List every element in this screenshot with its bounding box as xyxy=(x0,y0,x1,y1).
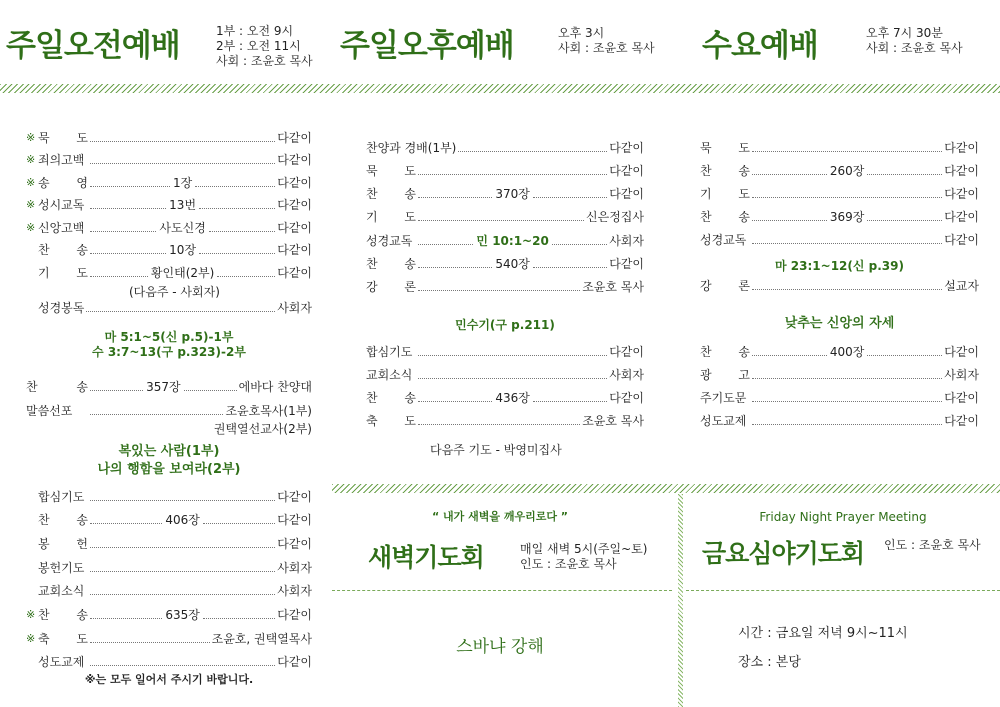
item-leader: 다같이 xyxy=(277,265,312,280)
item-name xyxy=(366,255,416,272)
item-name-part: 찬 xyxy=(700,163,712,178)
dawn-quote: “ 내가 새벽을 깨우리로다 ” xyxy=(431,510,569,523)
leader-dots xyxy=(90,268,148,277)
friday-place: 장소 : 본당 xyxy=(738,655,801,670)
order-row xyxy=(26,582,312,600)
panel-separator xyxy=(678,494,683,707)
item-name-part: 론 xyxy=(404,280,416,295)
leader-dots xyxy=(90,634,210,643)
standing-mark: ※ xyxy=(26,608,36,621)
order-row xyxy=(366,208,644,226)
order-row xyxy=(26,487,312,505)
item-name xyxy=(38,653,88,670)
item-detail: 635장 xyxy=(165,608,200,622)
item-leader: 다같이 xyxy=(277,175,313,190)
order-row xyxy=(700,276,979,294)
item-name-part: 도 xyxy=(76,130,88,145)
item-detail: 황인태(2부) xyxy=(150,265,215,280)
item-name xyxy=(38,606,88,623)
wednesday-service-title: 수요예배 xyxy=(702,28,818,64)
item-leader: 다같이 xyxy=(609,140,644,155)
item-detail: 사도신경 xyxy=(159,220,206,235)
info-line: 매일 새벽 5시(주일~토) xyxy=(520,542,648,556)
order-row xyxy=(700,138,979,156)
item-name-part: 송 xyxy=(404,187,416,202)
friday-prayer-title: 금요심야기도회 xyxy=(702,539,865,568)
item-name xyxy=(38,196,88,213)
item-leader: 다같이 xyxy=(609,187,644,202)
item-name-part: 기 xyxy=(38,265,50,280)
leader-dots xyxy=(867,166,942,175)
order-row xyxy=(366,342,644,360)
order-row xyxy=(366,412,644,430)
leader-dots xyxy=(90,406,223,415)
item-name-part: 교회소식 xyxy=(366,367,413,382)
leader-dots xyxy=(209,223,275,232)
item-leader: 다같이 xyxy=(609,344,644,359)
item-name xyxy=(38,219,88,236)
item-name-part: 찬 xyxy=(38,513,50,528)
sermon-line: 나의 행함을 보여라(2부) xyxy=(97,462,241,477)
leader-dots xyxy=(418,416,580,425)
item-name xyxy=(700,231,750,248)
leader-dots xyxy=(418,259,492,268)
order-row xyxy=(26,629,312,647)
item-name-part: 송 xyxy=(738,344,750,359)
item-name-part: 송 xyxy=(404,391,416,406)
item-name-part: 송 xyxy=(76,513,88,528)
afternoon-sermon-title: 민수기(구 p.211) xyxy=(455,318,555,332)
order-row xyxy=(26,263,312,281)
morning-service-title: 주일오전예배 xyxy=(6,28,180,64)
item-leader: 사회자 xyxy=(277,300,312,315)
item-name-part: 찬양과 경배(1부) xyxy=(366,140,457,155)
info-line: 2부 : 오전 11시 xyxy=(216,39,301,53)
order-row xyxy=(366,255,644,273)
order-row xyxy=(366,161,644,179)
order-row xyxy=(366,138,644,156)
sermon-line: 복있는 사람(1부) xyxy=(118,444,220,459)
order-row xyxy=(366,389,644,407)
leader-dots xyxy=(752,235,942,244)
item-detail: 10장 xyxy=(169,243,197,257)
order-row xyxy=(26,558,312,576)
leader-dots xyxy=(90,178,170,187)
leader-dots xyxy=(418,166,607,175)
item-name-part: 송 xyxy=(738,163,750,178)
item-name-part: 송 xyxy=(738,210,750,225)
leader-dots xyxy=(867,212,942,221)
item-name-part: 축 xyxy=(366,414,378,429)
dawn-divider xyxy=(332,590,672,591)
item-name-part: 도 xyxy=(404,414,416,429)
item-leader: 에바다 찬양대 xyxy=(238,379,312,394)
item-leader: 다같이 xyxy=(277,536,312,551)
item-leader: 조윤호 목사 xyxy=(582,414,644,429)
item-name-part: 신앙고백 xyxy=(38,220,85,235)
friday-time: 시간 : 금요일 저녁 9시~11시 xyxy=(738,626,908,641)
wednesday-sermon-title: 낮추는 신앙의 자세 xyxy=(784,316,895,331)
friday-subtitle: Friday Night Prayer Meeting xyxy=(759,510,927,524)
item-name-part: 송 xyxy=(76,608,88,622)
info-line: 오후 7시 30분 xyxy=(866,26,943,40)
leader-dots xyxy=(90,133,275,142)
item-name xyxy=(366,343,416,360)
morning-scripture xyxy=(26,330,312,360)
item-leader: 다같이 xyxy=(277,198,312,212)
item-leader: 다같이 xyxy=(944,186,979,201)
item-name-part: 찬 xyxy=(38,608,50,622)
leader-dots xyxy=(752,212,827,221)
leader-dots xyxy=(199,200,275,209)
item-name-part: 합심기도 xyxy=(366,344,413,359)
item-name-part: 론 xyxy=(738,278,750,293)
item-name-part: 영 xyxy=(76,175,88,190)
item-name xyxy=(38,174,88,191)
item-name xyxy=(38,488,88,505)
leader-dots xyxy=(86,303,275,312)
order-row xyxy=(26,128,312,146)
item-name-part: 성도교제 xyxy=(700,414,747,429)
dawn-message: 스바냐 강해 xyxy=(456,637,544,657)
dawn-prayer-title: 새벽기도회 xyxy=(368,543,484,572)
info-line: 인도 : 조윤호 목사 xyxy=(520,557,617,571)
item-name-part: 도 xyxy=(404,210,416,225)
item-leader: 다같이 xyxy=(277,130,312,145)
item-name-part: 도 xyxy=(76,265,88,280)
leader-dots xyxy=(752,189,942,198)
item-leader: 사회자 xyxy=(277,584,312,599)
standing-mark: ※ xyxy=(26,631,36,645)
item-name-part: 강 xyxy=(366,280,378,295)
item-name xyxy=(366,139,456,156)
order-row xyxy=(26,218,312,236)
item-leader: 다같이 xyxy=(944,210,979,225)
leader-dots xyxy=(90,563,275,572)
item-name xyxy=(366,232,416,249)
leader-dots xyxy=(418,282,580,291)
item-name-part: 기 xyxy=(700,186,712,201)
item-detail: 436장 xyxy=(495,391,530,406)
item-name-part: 강 xyxy=(700,278,712,293)
standing-mark: ※ xyxy=(26,198,36,211)
info-line: 사회 : 조윤호 목사 xyxy=(558,41,655,55)
preacher-second-service: 권택열선교사(2부) xyxy=(213,422,312,436)
order-row xyxy=(366,231,644,249)
bottom-divider xyxy=(332,484,1000,493)
item-name xyxy=(38,511,88,528)
item-name-part: 죄의고백 xyxy=(38,153,85,167)
afternoon-prayer-next: 다음주 기도 - 박영미집사 xyxy=(430,443,562,457)
item-leader: 다같이 xyxy=(277,153,312,167)
leader-dots xyxy=(199,245,275,254)
item-name-part: 봉헌기도 xyxy=(38,560,85,575)
item-detail: 370장 xyxy=(495,187,530,202)
order-row xyxy=(700,161,979,179)
item-name-part: 기 xyxy=(366,210,378,225)
leader-dots xyxy=(90,492,275,501)
leader-dots xyxy=(418,189,492,198)
item-name-part: 성경교독 xyxy=(700,233,747,248)
item-name xyxy=(38,535,88,552)
leader-dots xyxy=(90,657,275,666)
item-leader: 사회자 xyxy=(609,367,644,382)
item-name xyxy=(26,402,88,419)
item-name-part: 송 xyxy=(404,257,416,271)
standing-mark: ※ xyxy=(26,153,36,166)
item-name-part: 찬 xyxy=(366,187,378,202)
order-row xyxy=(700,389,979,407)
standing-mark: ※ xyxy=(26,175,36,189)
item-name-part: 묵 xyxy=(700,140,712,155)
order-row xyxy=(26,241,312,259)
order-row xyxy=(366,365,644,383)
item-leader: 다같이 xyxy=(609,163,644,178)
leader-dots xyxy=(203,610,275,619)
item-leader: 다같이 xyxy=(944,344,979,359)
item-name xyxy=(38,151,88,168)
order-row xyxy=(26,151,312,169)
standing-mark: ※ xyxy=(26,130,36,144)
leader-dots xyxy=(458,143,607,152)
order-row xyxy=(26,298,312,316)
item-detail: 1장 xyxy=(173,175,193,190)
item-name xyxy=(700,162,750,179)
order-row xyxy=(26,173,312,191)
item-name xyxy=(366,278,416,295)
leader-dots xyxy=(752,370,942,379)
item-name xyxy=(38,559,88,576)
order-row xyxy=(26,511,312,529)
item-leader: 설교자 xyxy=(944,278,979,293)
item-leader: 다같이 xyxy=(277,513,312,528)
item-detail: 13번 xyxy=(169,198,197,212)
item-leader: 다같이 xyxy=(277,608,312,622)
item-name xyxy=(700,366,750,383)
info-line: 오후 3시 xyxy=(558,26,605,40)
item-name xyxy=(38,241,88,258)
item-name-part: 도 xyxy=(76,631,88,646)
item-name-part: 주기도문 xyxy=(700,391,747,406)
item-name xyxy=(700,343,750,360)
leader-dots xyxy=(90,610,162,619)
leader-dots xyxy=(752,347,827,356)
order-row xyxy=(700,208,979,226)
morning-sermon-title xyxy=(26,443,312,479)
item-name xyxy=(700,139,750,156)
item-name-part: 축 xyxy=(38,631,50,646)
leader-dots xyxy=(90,223,156,232)
scripture-line: 수 3:7~13(구 p.323)-2부 xyxy=(92,345,246,359)
item-name-part: 찬 xyxy=(700,210,712,225)
item-name: 성경봉독 xyxy=(38,300,85,315)
item-name-part: 도 xyxy=(738,140,750,155)
item-name-part: 교회소식 xyxy=(38,584,85,599)
standing-note: ※는 모두 일어서 주시기 바랍니다. xyxy=(84,673,254,686)
item-name-part: 송 xyxy=(76,243,88,257)
order-row xyxy=(26,653,312,671)
item-name xyxy=(366,208,416,225)
leader-dots xyxy=(418,393,492,402)
item-name-part: 성도교제 xyxy=(38,655,85,670)
item-detail: 357장 xyxy=(146,379,181,394)
leader-dots xyxy=(184,382,237,391)
item-name xyxy=(38,264,88,281)
item-leader: 다같이 xyxy=(277,220,312,235)
item-name-part: 묵 xyxy=(366,163,378,178)
wednesday-scripture: 마 23:1~12(신 p.39) xyxy=(775,259,904,273)
leader-dots xyxy=(533,189,607,198)
item-name-part: 찬 xyxy=(38,243,50,257)
leader-dots xyxy=(195,178,275,187)
item-detail: 민 10:1~20 xyxy=(476,233,549,248)
order-row xyxy=(700,365,979,383)
item-leader: 다같이 xyxy=(944,163,979,178)
info-line: 사회 : 조윤호 목사 xyxy=(216,54,313,68)
item-detail: 369장 xyxy=(829,210,865,225)
item-leader: 다같이 xyxy=(609,391,644,406)
leader-dots xyxy=(752,393,942,402)
leader-dots xyxy=(90,200,166,209)
item-name-part: 광 xyxy=(700,367,712,382)
item-name xyxy=(366,366,416,383)
item-name xyxy=(38,630,88,647)
leader-dots xyxy=(752,166,827,175)
item-name-part: 송 xyxy=(38,175,50,190)
item-leader: 사회자 xyxy=(944,367,979,382)
item-name-part: 봉 xyxy=(38,536,50,551)
item-leader: 다같이 xyxy=(609,257,644,271)
item-name-part: 송 xyxy=(76,379,88,394)
item-leader: 다같이 xyxy=(944,233,979,248)
item-name-part: 헌 xyxy=(76,536,88,551)
item-name xyxy=(366,185,416,202)
info-line: 사회 : 조윤호 목사 xyxy=(866,41,963,55)
order-row xyxy=(366,278,644,296)
friday-divider xyxy=(686,590,1000,591)
item-detail: 540장 xyxy=(495,257,530,271)
item-name xyxy=(26,378,88,395)
item-leader: 사회자 xyxy=(609,233,644,248)
wednesday-service-info xyxy=(866,26,963,56)
item-name-part: 고 xyxy=(738,367,750,382)
item-leader: 다같이 xyxy=(277,489,312,504)
order-row xyxy=(700,231,979,249)
order-row xyxy=(26,534,312,552)
afternoon-service-title: 주일오후예배 xyxy=(340,28,514,64)
item-name-part: 찬 xyxy=(700,344,712,359)
item-name-part: 찬 xyxy=(366,257,378,271)
leader-dots xyxy=(90,155,275,164)
leader-dots xyxy=(418,236,473,245)
prayer-next-week: (다음주 - 사회자) xyxy=(129,285,220,299)
item-name-part: 말씀선포 xyxy=(26,403,73,418)
item-leader: 다같이 xyxy=(944,414,979,429)
item-leader: 조윤호 목사 xyxy=(582,280,644,295)
item-name xyxy=(700,277,750,294)
item-leader: 다같이 xyxy=(944,391,979,406)
leader-dots xyxy=(533,393,607,402)
leader-dots xyxy=(418,212,584,221)
standing-mark: ※ xyxy=(26,220,36,234)
leader-dots xyxy=(90,382,143,391)
item-leader: 조윤호목사(1부) xyxy=(225,403,312,418)
item-name-part: 찬 xyxy=(26,379,38,394)
leader-dots xyxy=(752,281,942,290)
leader-dots xyxy=(203,515,275,524)
order-row xyxy=(26,377,312,395)
item-name xyxy=(700,412,750,429)
item-leader: 다같이 xyxy=(944,140,979,155)
item-name-part: 찬 xyxy=(366,391,378,406)
order-row xyxy=(700,342,979,360)
morning-service-info xyxy=(216,24,313,69)
leader-dots xyxy=(418,347,607,356)
order-row xyxy=(26,196,312,214)
scripture-line: 마 5:1~5(신 p.5)-1부 xyxy=(104,330,234,344)
order-row xyxy=(26,606,312,624)
info-line: 1부 : 오전 9시 xyxy=(216,24,294,38)
item-name xyxy=(700,185,750,202)
item-leader: 신은정집사 xyxy=(586,210,644,225)
item-leader: 사회자 xyxy=(277,560,312,575)
item-name xyxy=(700,208,750,225)
leader-dots xyxy=(552,236,607,245)
leader-dots xyxy=(533,259,607,268)
item-leader: 다같이 xyxy=(277,243,312,257)
leader-dots xyxy=(867,347,942,356)
item-name-part: 묵 xyxy=(38,130,50,145)
order-row xyxy=(26,401,312,419)
leader-dots xyxy=(90,245,166,254)
item-name-part: 합심기도 xyxy=(38,489,85,504)
item-name xyxy=(38,582,88,599)
item-name xyxy=(366,412,416,429)
dawn-prayer-info xyxy=(520,542,647,572)
leader-dots xyxy=(90,539,275,548)
friday-leader: 인도 : 조윤호 목사 xyxy=(884,538,981,552)
item-name xyxy=(700,389,750,406)
leader-dots xyxy=(90,515,162,524)
item-leader: 다같이 xyxy=(277,655,312,670)
item-detail: 260장 xyxy=(829,163,865,178)
order-row xyxy=(700,184,979,202)
item-name-part: 성경교독 xyxy=(366,233,413,248)
leader-dots xyxy=(90,586,275,595)
leader-dots xyxy=(217,268,275,277)
order-row xyxy=(700,412,979,430)
leader-dots xyxy=(418,370,607,379)
header-divider xyxy=(0,84,1000,93)
item-name xyxy=(366,389,416,406)
afternoon-service-info xyxy=(558,26,655,56)
item-detail: 400장 xyxy=(829,344,865,359)
order-row xyxy=(366,185,644,203)
item-leader: 조윤호, 권택열목사 xyxy=(211,631,312,646)
item-name-part: 성시교독 xyxy=(38,198,85,212)
leader-dots xyxy=(752,143,942,152)
item-name-part: 도 xyxy=(738,186,750,201)
leader-dots xyxy=(752,416,942,425)
item-detail: 406장 xyxy=(165,513,200,528)
item-name xyxy=(366,162,416,179)
item-name xyxy=(38,129,88,146)
item-name-part: 도 xyxy=(404,163,416,178)
